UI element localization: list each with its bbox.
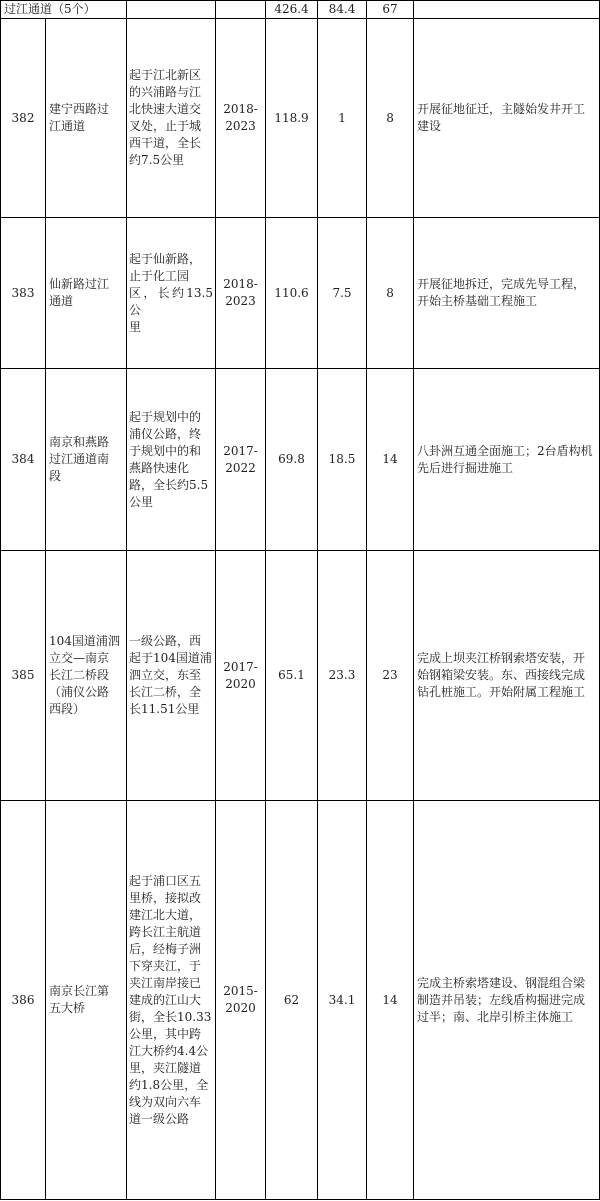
- project-name-cell: [46, 369, 127, 551]
- subtotal-plan: 67: [382, 2, 398, 16]
- investment-cell: [266, 801, 318, 1200]
- project-desc-cell: [127, 551, 216, 801]
- project-investment: 69.8: [278, 452, 305, 466]
- project-name: 建宁西路过 江通道: [49, 102, 110, 133]
- project-completed: 1: [338, 110, 346, 125]
- project-name-cell: [46, 801, 127, 1200]
- row-number: 385: [11, 668, 35, 682]
- years-cell: [216, 801, 266, 1200]
- project-plan: 8: [386, 110, 394, 125]
- row-number-cell: [1, 19, 46, 218]
- project-progress: 完成上坝夹江桥钢索塔安装，开 始钢箱梁安装。东、西接线完成 钻孔桩施工。开始附属工程施工: [417, 651, 586, 699]
- project-progress: 开展征地拆迁，完成先导工程， 开始主桥基础工程施工: [417, 277, 586, 308]
- row-number-cell: [1, 551, 46, 801]
- row-number-cell: [1, 801, 46, 1200]
- row-number-cell: [1, 218, 46, 369]
- project-name-cell: [46, 551, 127, 801]
- completed-cell: [318, 19, 367, 218]
- project-investment: 62: [283, 992, 300, 1007]
- project-progress: 开展征地征迁，主隧始发井开工 建设: [417, 102, 586, 133]
- progress-cell: [414, 369, 600, 551]
- completed-cell: [318, 218, 367, 369]
- row-number: 384: [11, 452, 35, 466]
- investment-cell: [266, 19, 318, 218]
- project-investment: 118.9: [274, 110, 309, 125]
- years-cell: [216, 218, 266, 369]
- blank-cell: [216, 1, 266, 19]
- progress-cell: [414, 551, 600, 801]
- project-investment: 65.1: [278, 668, 305, 682]
- project-years: 2018- 2023: [223, 277, 258, 308]
- row-number: 382: [11, 110, 35, 125]
- years-cell: [216, 551, 266, 801]
- project-completed: 34.1: [328, 992, 356, 1007]
- years-cell: [216, 19, 266, 218]
- project-years: 2017- 2022: [223, 443, 258, 475]
- project-name-cell: [46, 218, 127, 369]
- years-cell: [216, 369, 266, 551]
- project-desc: 起于规划中的 浦仪公路，终 于规划中的和 燕路快速化 路，全长约5.5 公里: [129, 409, 209, 509]
- project-plan: 8: [386, 285, 394, 300]
- row-number-cell: [1, 369, 46, 551]
- project-plan: 23: [382, 668, 398, 682]
- blank-cell: [127, 1, 216, 19]
- project-years: 2018- 2023: [223, 102, 258, 133]
- table-row: [1, 369, 600, 551]
- table-row: [1, 801, 600, 1200]
- plan-cell: [367, 369, 414, 551]
- completed-cell: [318, 801, 367, 1200]
- row-number: 383: [11, 285, 35, 300]
- plan-cell: [367, 801, 414, 1200]
- project-plan: 14: [382, 452, 398, 466]
- plan-cell: [367, 218, 414, 369]
- project-name: 南京和燕路 过江通道南 段: [49, 435, 110, 483]
- plan-cell: [367, 551, 414, 801]
- project-name: 仙新路过江 通道: [49, 277, 110, 308]
- project-name: 104国道浦泗 立交—南京 长江二桥段 （浦仪公路 西段）: [49, 634, 120, 716]
- project-years: 2015- 2020: [223, 984, 258, 1015]
- subtotal-completed: 84.4: [328, 2, 356, 16]
- investment-cell: [266, 551, 318, 801]
- row-number: 386: [11, 992, 35, 1007]
- project-years: 2017- 2020: [223, 659, 258, 691]
- blank-cell: [414, 1, 600, 19]
- subtotal-investment-cell: [266, 1, 318, 19]
- project-name-cell: [46, 19, 127, 218]
- table-row: [1, 19, 600, 218]
- subtotal-label-cell: [1, 1, 127, 19]
- subtotal-plan-cell: [367, 1, 414, 19]
- project-progress: 八卦洲互通全面施工；2台盾构机 先后进行掘进施工: [417, 443, 593, 475]
- plan-cell: [367, 19, 414, 218]
- project-desc-cell: [127, 218, 216, 369]
- subtotal-label: 过江通道（5个）: [4, 2, 96, 16]
- project-desc: 起于仙新路， 止于化工园 区，长约13.5公 里: [129, 251, 214, 334]
- project-desc-cell: [127, 19, 216, 218]
- progress-cell: [414, 19, 600, 218]
- project-desc: 起于江北新区 的兴浦路与江 北快速大道交 叉处，止于城 西干道，全长 约7.5公里: [129, 68, 202, 167]
- completed-cell: [318, 369, 367, 551]
- completed-cell: [318, 551, 367, 801]
- subtotal-row: [1, 1, 600, 19]
- project-progress: 完成主桥索塔建设、钢混组合梁 制造并吊装；左线盾构掘进完成 过半；南、北岸引桥主体施工: [417, 975, 586, 1024]
- project-name: 南京长江第 五大桥: [49, 984, 110, 1015]
- project-desc: 一级公路，西 起于104国道浦 泗立交，东至 长江二桥，全 长11.51公里: [129, 634, 212, 716]
- project-desc-cell: [127, 801, 216, 1200]
- project-completed: 18.5: [328, 452, 356, 466]
- project-plan: 14: [382, 992, 398, 1007]
- progress-cell: [414, 801, 600, 1200]
- project-desc: 起于浦口区五 里桥，接拟改 建江北大道， 跨长江主航道 后，经梅子洲 下穿夹江，于 夹江南岸接已 建成的江山大 街，全长10.33 公里，其中跨 江大桥约4.4公 里，夹江隧道 约1.8公里，全 线为双向六车 道一级公路: [129, 873, 212, 1126]
- subtotal-completed-cell: [318, 1, 367, 19]
- project-desc-cell: [127, 369, 216, 551]
- subtotal-investment: 426.4: [274, 2, 309, 16]
- table-row: [1, 551, 600, 801]
- project-completed: 7.5: [332, 285, 352, 300]
- investment-cell: [266, 369, 318, 551]
- project-investment: 110.6: [274, 285, 309, 300]
- project-completed: 23.3: [328, 668, 356, 682]
- investment-cell: [266, 218, 318, 369]
- progress-cell: [414, 218, 600, 369]
- table-row: [1, 218, 600, 369]
